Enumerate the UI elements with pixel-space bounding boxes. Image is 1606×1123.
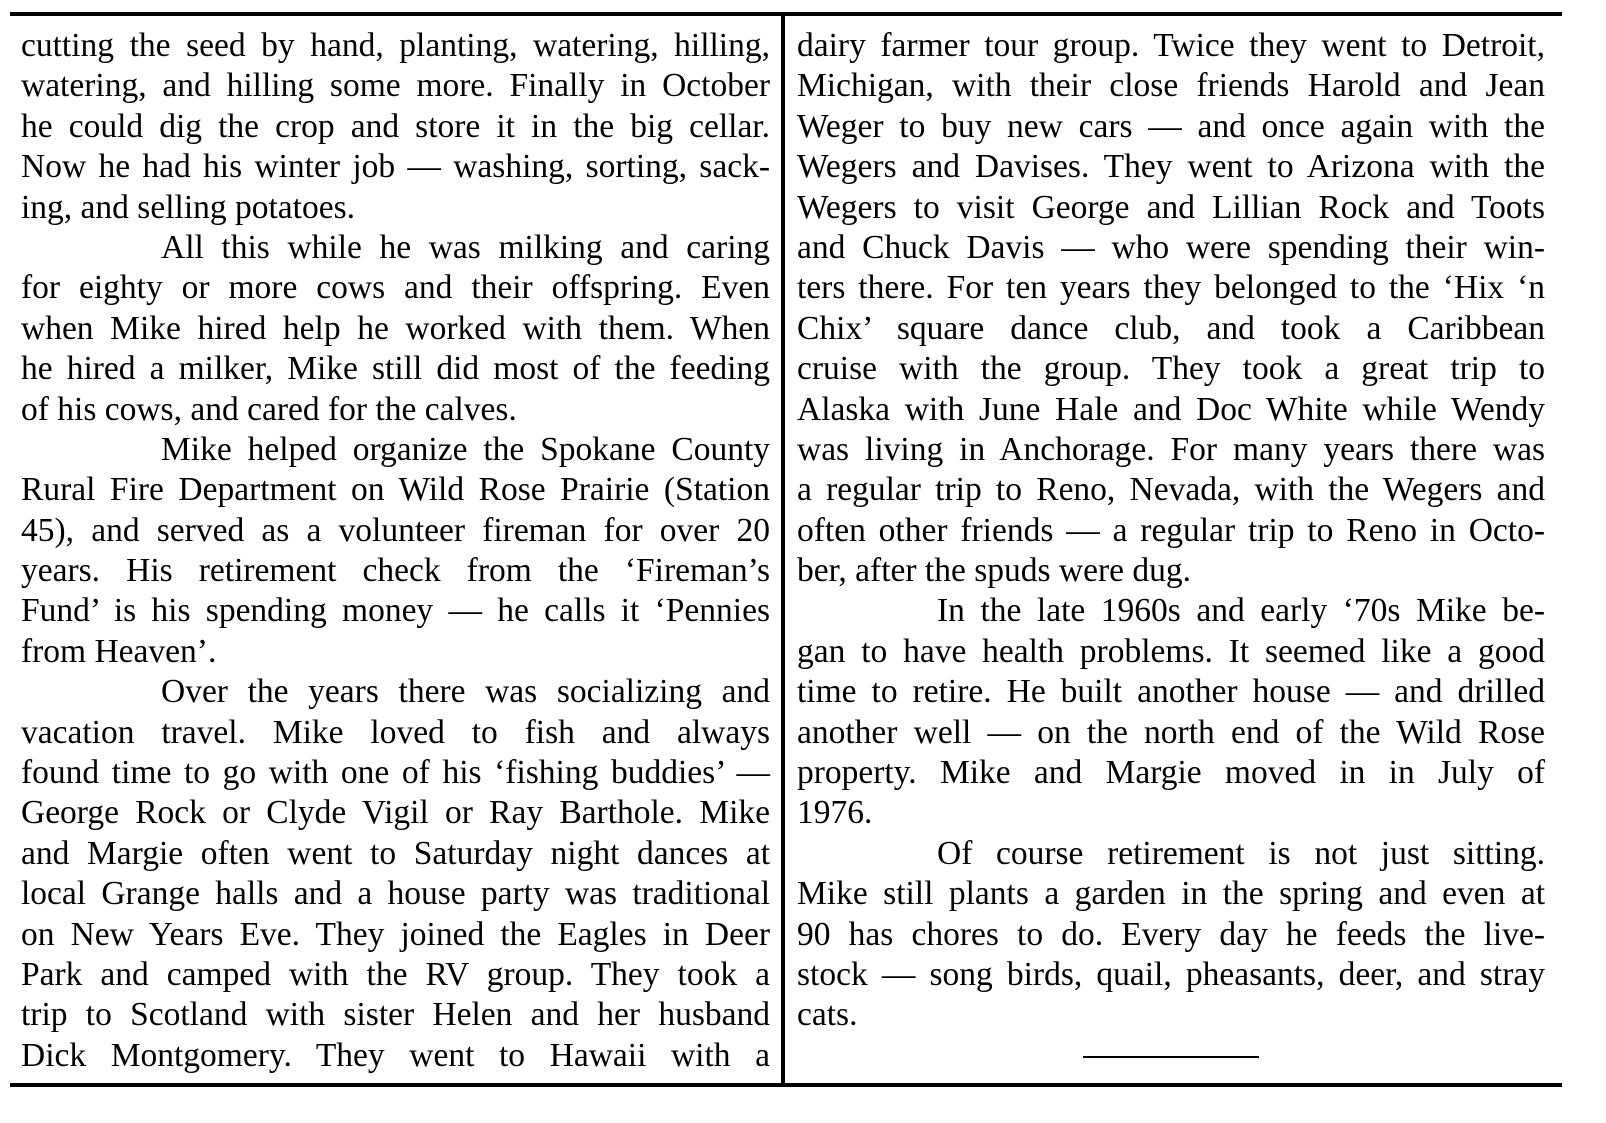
text-line: Dick Montgomery. They went to Hawaii with a xyxy=(21,1036,770,1074)
text-line: he could dig the crop and store it in the big cellar. xyxy=(21,107,770,145)
text-line: ters there. For ten years they belonged to the ‘Hix ‘n xyxy=(797,269,1545,307)
text-line: and Chuck Davis — who were spending their win- xyxy=(797,228,1545,266)
text-line: and Margie often went to Saturday night dances at xyxy=(21,834,770,872)
text-line: from Heaven’. xyxy=(21,632,217,670)
text-line: vacation travel. Mike loved to fish and always xyxy=(21,713,770,751)
text-line: Over the years there was socializing and xyxy=(161,673,770,711)
text-line: often other friends — a regular trip to Reno in Octo- xyxy=(797,511,1545,549)
text-line: for eighty or more cows and their offspring. Even xyxy=(21,269,770,307)
right-column xyxy=(797,26,1545,1036)
text-line: Rural Fire Department on Wild Rose Prairie (Station xyxy=(21,471,770,509)
text-line: was living in Anchorage. For many years there was xyxy=(797,430,1545,468)
bottom-rule xyxy=(10,1083,1562,1087)
text-line: In the late 1960s and early ‘70s Mike be- xyxy=(937,592,1545,630)
text-line: on New Years Eve. They joined the Eagles in Deer xyxy=(21,915,770,953)
text-line: another well — on the north end of the Wild Rose xyxy=(797,713,1545,751)
top-rule xyxy=(10,12,1562,16)
text-line: cutting the seed by hand, planting, watering, hilling, xyxy=(21,27,770,64)
text-line: Park and camped with the RV group. They took a xyxy=(21,955,770,993)
text-line: 90 has chores to do. Every day he feeds the live- xyxy=(797,915,1545,953)
text-line: years. His retirement check from the ‘Fireman’s xyxy=(21,552,770,590)
text-line: ing, and selling potatoes. xyxy=(21,188,356,226)
text-line: cats. xyxy=(797,996,858,1034)
text-line: Wegers and Davises. They went to Arizona with the xyxy=(797,148,1545,186)
text-line: ber, after the spuds were dug. xyxy=(797,552,1192,590)
text-line: property. Mike and Margie moved in in July of xyxy=(797,754,1545,792)
text-line: found time to go with one of his ‘fishing buddies’ — xyxy=(21,754,770,792)
text-line: Fund’ is his spending money — he calls it ‘Pennies xyxy=(21,592,770,630)
text-line: cruise with the group. They took a great trip to xyxy=(797,350,1545,388)
column-divider xyxy=(781,12,785,1087)
text-line: gan to have health problems. It seemed like a good xyxy=(797,632,1545,670)
text-line: trip to Scotland with sister Helen and her husband xyxy=(21,996,770,1034)
text-line: Mike still plants a garden in the spring and even at xyxy=(797,875,1545,913)
text-line: time to retire. He built another house — and drilled xyxy=(797,673,1545,711)
text-line: 1976. xyxy=(797,794,873,832)
text-line: of his cows, and cared for the calves. xyxy=(21,390,517,428)
text-line: 45), and served as a volunteer fireman for over 20 xyxy=(21,511,770,549)
text-line: Of course retirement is not just sitting. xyxy=(937,834,1545,872)
text-line: a regular trip to Reno, Nevada, with the Wegers and xyxy=(797,471,1545,509)
text-line: he hired a milker, Mike still did most of the feeding xyxy=(21,350,770,388)
text-line: Alaska with June Hale and Doc White while Wendy xyxy=(797,390,1545,428)
text-line: stock — song birds, quail, pheasants, deer, and stray xyxy=(797,955,1545,993)
text-line: Mike helped organize the Spokane County xyxy=(161,430,770,468)
text-line: when Mike hired help he worked with them. When xyxy=(21,309,770,347)
text-line: dairy farmer tour group. Twice they went to Detroit, xyxy=(797,27,1545,64)
text-line: Weger to buy new cars — and once again with the xyxy=(797,107,1545,145)
text-line: Chix’ square dance club, and took a Caribbean xyxy=(797,309,1545,347)
text-line: local Grange halls and a house party was traditional xyxy=(21,875,770,913)
end-rule xyxy=(1083,1056,1259,1058)
text-line: Wegers to visit George and Lillian Rock and Toots xyxy=(797,188,1545,226)
left-column xyxy=(21,26,770,1076)
text-line: Now he had his winter job — washing, sorting, sack- xyxy=(21,148,770,186)
text-line: Michigan, with their close friends Harold and Jean xyxy=(797,67,1545,105)
text-line: All this while he was milking and caring xyxy=(161,228,770,266)
text-line: George Rock or Clyde Vigil or Ray Barthole. Mike xyxy=(21,794,770,832)
text-line: watering, and hilling some more. Finally in October xyxy=(21,67,770,105)
